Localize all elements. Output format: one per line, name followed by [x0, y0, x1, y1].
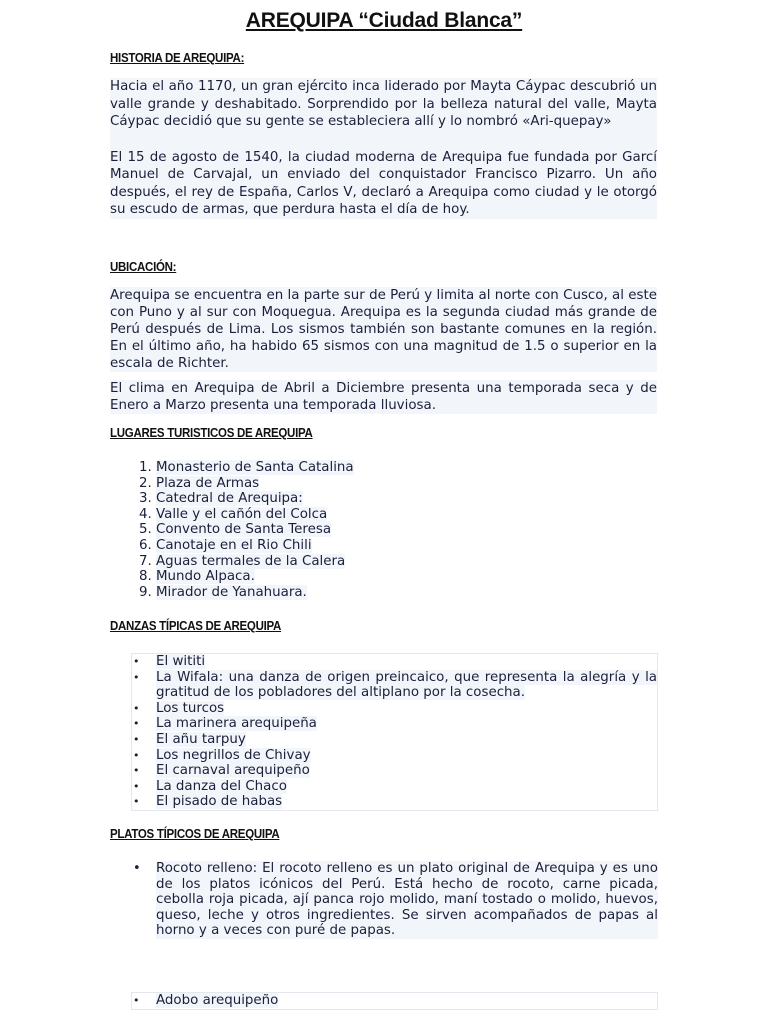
- danzas-list: [131, 653, 658, 811]
- list-item: • Los negrillos de Chivay: [132, 748, 657, 764]
- lugares-list: [110, 460, 657, 600]
- list-item: 8. Mundo Alpaca.: [156, 569, 657, 585]
- dish-description: Rocoto relleno: El rocoto relleno es un plato original de Arequipa y es uno de los platos icónicos del Perú. Está hecho de rocoto, carne picada, cebolla roja picada, ají panca rojo molido, maní tostado o molido, huevos, queso, leche y otros ingredientes. Se sirven acompañados de papas al horno y a veces con puré de papas.: [156, 861, 658, 939]
- list-item: • El wititi: [132, 654, 657, 670]
- list-item: • Adobo arequipeño: [132, 993, 657, 1009]
- list-item: • Los turcos: [132, 701, 657, 717]
- list-item: • El añu tarpuy: [132, 732, 657, 748]
- historia-heading: HISTORIA DE AREQUIPA:: [110, 51, 245, 65]
- list-item: 9. Mirador de Yanahuara.: [156, 585, 657, 601]
- document-title: AREQUIPA “Ciudad Blanca”: [245, 9, 523, 32]
- list-item: 3. Catedral de Arequipa:: [156, 491, 657, 507]
- ubicacion-paragraph-1: Arequipa se encuentra en la parte sur de Perú y limita al norte con Cusco, al este con Puno y al sur con Moquegua. Arequipa es la segunda ciudad más grande de Perú después de Lima. Los sismos también son bastante comunes en la región. En el último año, ha habido 65 sismos con una magnitud de 1.5 o superior en la escala de Richter.: [110, 288, 657, 371]
- paragraph-spacer: [110, 131, 657, 149]
- historia-section: [110, 78, 657, 219]
- danzas-heading: DANZAS TÍPICAS DE AREQUIPA: [110, 619, 282, 633]
- platos-list-continued: [131, 992, 658, 1010]
- list-item: 7. Aguas termales de la Calera: [156, 554, 657, 570]
- historia-paragraph-1: Hacia el año 1170, un gran ejército inca liderado por Mayta Cáypac descubrió un valle grande y deshabitado. Sorprendido por la belleza natural del valle, Mayta Cáypac decidió que su gente se estableciera allí y lo nombró «Ari-quepay»: [110, 79, 657, 129]
- list-item: • El carnaval arequipeño: [132, 763, 657, 779]
- ubicacion-heading: UBICACIÓN:: [110, 260, 177, 274]
- lugares-heading: LUGARES TURISTICOS DE AREQUIPA: [110, 426, 313, 440]
- list-item: • La marinera arequipeña: [132, 716, 657, 732]
- list-item: 1. Monasterio de Santa Catalina: [156, 460, 657, 476]
- list-item: • El pisado de habas: [132, 794, 657, 810]
- list-item: 4. Valle y el cañón del Colca: [156, 507, 657, 523]
- ubicacion-paragraph-2: El clima en Arequipa de Abril a Diciembre presenta una temporada seca y de Enero a Marzo presenta una temporada lluviosa.: [110, 381, 657, 413]
- historia-paragraph-2: El 15 de agosto de 1540, la ciudad moderna de Arequipa fue fundada por Garcí Manuel de Carvajal, un enviado del conquistador Francisco Pizarro. Un año después, el rey de España, Carlos V, declaró a Arequipa como ciudad y le otorgó su escudo de armas, que perdura hasta el día de hoy.: [110, 149, 657, 217]
- platos-item-rocoto: [131, 861, 658, 939]
- bullet-icon: •: [133, 861, 141, 876]
- list-item: 2. Plaza de Armas: [156, 476, 657, 492]
- list-item: • La danza del Chaco: [132, 779, 657, 795]
- list-item: • La Wifala: una danza de origen preincaico, que representa la alegría y la gratitud de los pobladores del altiplano por la cosecha.: [132, 670, 657, 701]
- list-item: 6. Canotaje en el Rio Chili: [156, 538, 657, 554]
- list-item: 5. Convento de Santa Teresa: [156, 522, 657, 538]
- platos-heading: PLATOS TÍPICOS DE AREQUIPA: [110, 827, 280, 841]
